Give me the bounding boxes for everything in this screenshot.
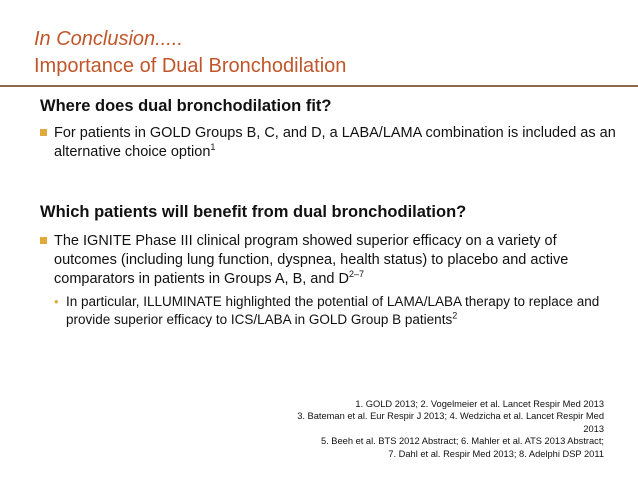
bullet-text: For patients in GOLD Groups B, C, and D, a LABA/LAMA combination is included as an alternative choice option <box>54 125 616 160</box>
references-block <box>274 398 604 460</box>
title-divider <box>0 85 638 87</box>
reference-line: 2013 <box>583 423 604 434</box>
bullet-text: The IGNITE Phase III clinical program showed superior efficacy on a variety of outcomes (including lung function, dyspnea, health status) to placebo and active comparators in patients in Groups A, B, and D <box>54 233 569 287</box>
slide-title-line1: In Conclusion..... <box>34 28 183 50</box>
question-where-fit: Where does dual bronchodilation fit? <box>40 97 332 115</box>
reference-line: 7. Dahl et al. Respir Med 2013; 8. Adelphi DSP 2011 <box>388 448 604 459</box>
bullet-gold-groups <box>40 124 620 162</box>
sub-bullet-illuminate <box>54 293 614 329</box>
citation-superscript: 1 <box>210 142 216 153</box>
reference-line: 1. GOLD 2013; 2. Vogelmeier et al. Lancet Respir Med 2013 <box>355 399 604 409</box>
slide-title-line2: Importance of Dual Bronchodilation <box>34 55 347 77</box>
dot-bullet-icon: • <box>54 294 59 309</box>
square-bullet-icon <box>40 237 47 244</box>
citation-superscript: 2 <box>452 310 458 321</box>
square-bullet-icon <box>40 129 47 136</box>
question-which-patients: Which patients will benefit from dual bronchodilation? <box>40 203 467 221</box>
bullet-ignite-program <box>40 232 620 289</box>
reference-line: 5. Beeh et al. BTS 2012 Abstract; 6. Mahler et al. ATS 2013 Abstract; <box>320 436 604 447</box>
citation-superscript: 2–7 <box>348 269 365 280</box>
reference-line: 3. Bateman et al. Eur Respir J 2013; 4. Wedzicha et al. Lancet Respir Med <box>297 411 604 422</box>
sub-bullet-text: In particular, ILLUMINATE highlighted the potential of LAMA/LABA therapy to replace and provide superior efficacy to ICS/LABA in GOLD Group B patients <box>66 294 600 327</box>
